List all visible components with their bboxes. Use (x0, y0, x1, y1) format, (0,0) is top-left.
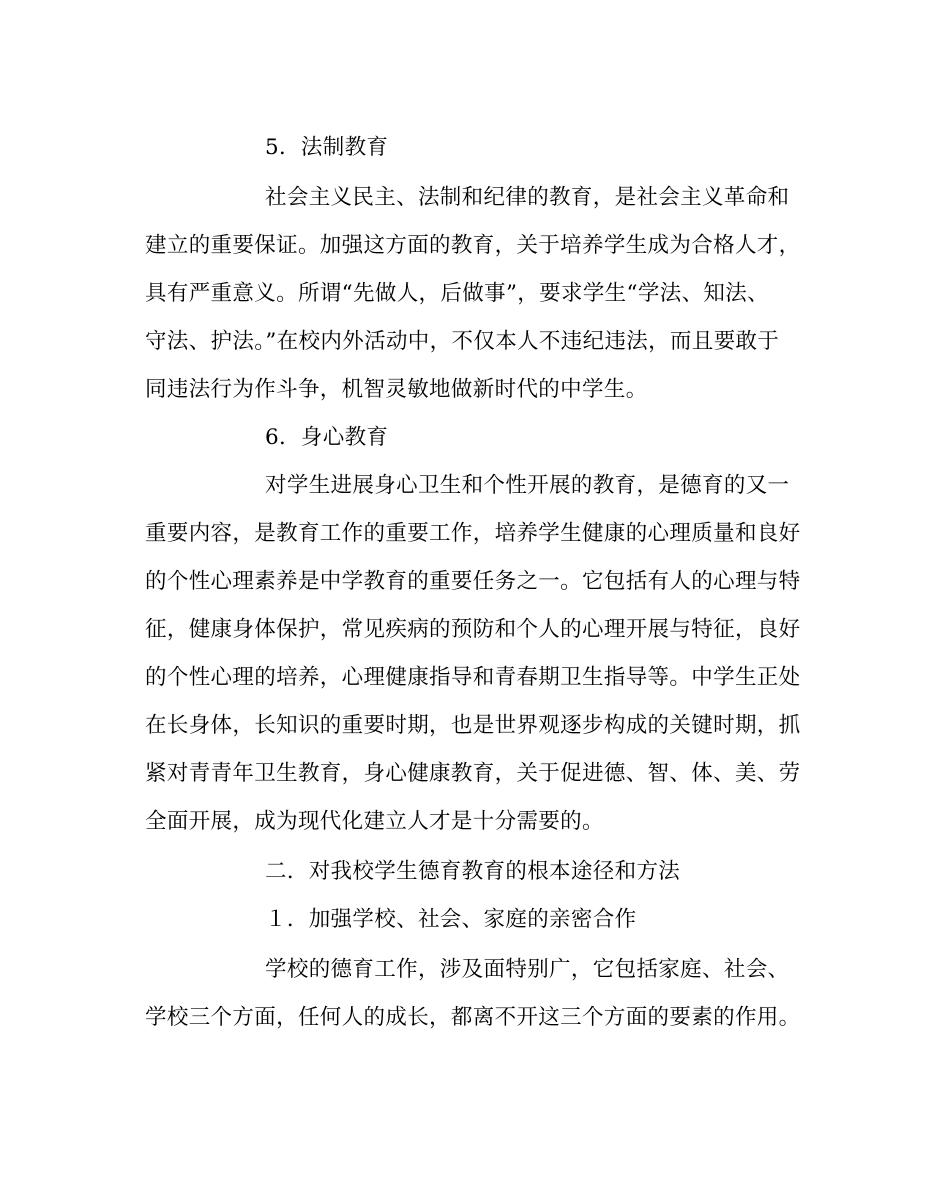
section-6-heading: 6．身心教育 (265, 425, 389, 450)
paragraph-line: 学校三个方面，任何人的成长，都离不开这三个方面的要素的作用。 (145, 1005, 801, 1030)
paragraph-line: 重要内容，是教育工作的重要工作，培养学生健康的心理质量和良好 (145, 521, 801, 546)
paragraph-line: 建立的重要保证。加强这方面的教育，关于培养学生成为合格人才， (145, 233, 801, 258)
paragraph-line: 学校的德育工作，涉及面特别广，它包括家庭、社会、 (265, 957, 790, 982)
part-2-subheading-1: １．加强学校、社会、家庭的亲密合作 (265, 907, 637, 932)
paragraph-line: 在长身体，长知识的重要时期，也是世界观逐步构成的关键时期，抓 (145, 713, 801, 738)
paragraph-line: 守法、护法。”在校内外活动中，不仅本人不违纪违法，而且要敢于 (145, 329, 780, 354)
paragraph-line: 社会主义民主、法制和纪律的教育，是社会主义革命和 (265, 185, 790, 210)
paragraph-line: 全面开展，成为现代化建立人才是十分需要的。 (145, 809, 604, 834)
paragraph-line: 紧对青青年卫生教育，身心健康教育，关于促进德、智、体、美、劳 (145, 761, 801, 786)
paragraph-line: 的个性心理素养是中学教育的重要任务之一。它包括有人的心理与特 (145, 569, 801, 594)
paragraph-line: 的个性心理的培养，心理健康指导和青春期卫生指导等。中学生正处 (145, 665, 801, 690)
section-5-heading: 5．法制教育 (265, 135, 389, 160)
paragraph-line: 征，健康身体保护，常见疾病的预防和个人的心理开展与特征，良好 (145, 617, 801, 642)
paragraph-line: 具有严重意义。所谓“先做人，后做事”，要求学生“学法、知法、 (145, 281, 769, 306)
part-2-heading: 二．对我校学生德育教育的根本途径和方法 (265, 859, 681, 884)
paragraph-line: 同违法行为作斗争，机智灵敏地做新时代的中学生。 (145, 377, 648, 402)
paragraph-line: 对学生进展身心卫生和个性开展的教育，是德育的又一 (265, 473, 790, 498)
